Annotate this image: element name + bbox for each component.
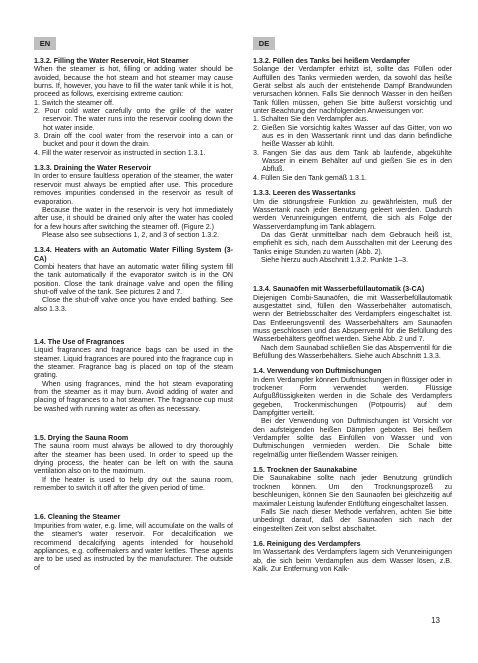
en-heading-1-6: 1.6. Cleaning the Steamer	[34, 513, 121, 522]
en-heading-1-3-2: 1.3.2. Filling the Water Reservoir, Hot Steamer	[34, 57, 189, 65]
en-step: 3. Drain off the cool water from the reservoir into a can or bucket and pour it down the drain.	[34, 132, 233, 149]
language-tab-de: DE	[253, 37, 275, 50]
de-paragraph: Bei der Verwendung von Duftmischungen ist Vorsicht vor den aufsteigenden heißen Dämpfen geboten. Bei heißem Verdampfer sollte das Einfüllen von Wasser und von Duftmischungen vermieden werden. Die Schale bitte regelmäßig unter fließendem Wasser reinigen.	[253, 417, 452, 459]
en-steps-list	[34, 99, 233, 157]
en-paragraph: In order to ensure faultless operation of the steamer, the water reservoir must always be emptied after use. This procedure removes impurities condensed in the reservoir as result of evaporation.	[34, 172, 233, 206]
en-paragraph: Because the water in the reservoir is very hot immediately after use, it should be drained only after the water has cooled for a few hours after switching the steamer off. (Figure 2.)	[34, 205, 233, 231]
de-heading-1-3-2: 1.3.2. Füllen des Tanks bei heißem Verdampfer	[253, 57, 410, 65]
de-heading-1-4: 1.4. Verwendung von Duftmischungen	[253, 367, 382, 376]
english-column	[34, 57, 233, 572]
de-heading-1-5: 1.5. Trocknen der Saunakabine	[253, 466, 358, 475]
de-paragraph: Falls Sie nach dieser Methode verfahren, achten Sie bitte unbedingt darauf, daß der Saunaofen sich nach der eingestellten Zeit von selbst abschaltet.	[253, 507, 452, 533]
de-heading-1-3-3: 1.3.3. Leeren des Wassertanks	[253, 189, 356, 198]
en-paragraph: When using fragrances, mind the hot steam evaporating from the steamer as it may burn. Avoid adding of water and placing of fragrances to a hot steamer. The fragrance cup must be washed with running water as often as necessary.	[34, 379, 233, 413]
de-paragraph: Im Wassertank des Verdampfers lagern sich Verunreinigungen ab, die sich beim Verdampfen aus dem Wasser lösen, z.B. Kalk. Zur Entfernung von Kalk-	[253, 548, 452, 573]
page-number: 13	[431, 616, 440, 625]
de-step: 3. Fangen Sie das aus dem Tank ab laufende, abgekühlte Wasser in einem Behälter auf und gießen Sie es in den Abfluß.	[253, 148, 452, 174]
en-paragraph: Please also see subsections 1, 2, and 3 of section 1.3.2.	[42, 230, 220, 239]
de-steps-list	[253, 115, 452, 182]
en-step: 1. Switch the steamer off.	[34, 98, 114, 107]
de-paragraph: Um die störungsfreie Funktion zu gewährleisten, muß der Wassertank nach jeder Benutzung geleert werden. Dadurch werden Verunreinigungen entfernt, die sich als Folge der Wasserverdampfung im Tank ablagern.	[253, 197, 452, 231]
language-tab-en: EN	[34, 37, 56, 50]
en-step: 2. Pour cold water carefully onto the grille of the water reservoir. The water runs into the reservoir cooling down the hot water inside.	[34, 107, 233, 132]
de-step: 1. Schalten Sie den Verdampfer aus.	[253, 115, 369, 124]
en-heading-1-5: 1.5. Drying the Sauna Room	[34, 434, 129, 443]
de-paragraph: In dem Verdampfer können Duftmischungen in flüssiger oder in trockener Form verwendet werden. Flüssige Aufgußflüssigkeiten werden in die Schale des Verdampfers gegeben, Trockenmischungen (Potpourris) auf dem Dampfgitter verteilt.	[253, 375, 452, 418]
en-heading-1-3-3: 1.3.3. Draining the Water Reservoir	[34, 164, 152, 173]
en-heading-1-3-4: 1.3.4. Heaters with an Automatic Water Filling System (3-CA)	[34, 246, 233, 263]
de-step: 4. Füllen Sie den Tank gemäß 1.3.1.	[253, 173, 367, 182]
de-paragraph: Diejenigen Combi-Saunaöfen, die mit Wasserbefüllautomatik ausgestattet sind, füllen den Wasserbehälter automatisch, wenn der Betriebsschalter des Verdampfers eingeschaltet ist. Das Entleerungsventil des Wasserbehälters am Saunaofen muss geschlossen und das Absperrventil für die Befüllung des Wasserbehälters geöffnet werden. Siehe Abb. 2 und 7.	[253, 293, 452, 344]
en-paragraph: The sauna room must always be allowed to dry thoroughly after the steamer has been used. In order to speed up the drying process, the heater can be left on with the sauna ventilation also on to the maximum.	[34, 442, 233, 476]
german-column	[253, 57, 452, 573]
en-paragraph: Liquid fragrances and fragrance bags can be used in the steamer. Liquid fragrances are poured into the fragrance cup in the steamer. Fragrance bag is placed on top of the steam grating.	[34, 346, 233, 380]
de-heading-1-6: 1.6. Reinigung des Verdampfers	[253, 539, 361, 548]
de-heading-1-3-4: 1.3.4. Saunaöfen mit Wasserbefüllautomatik (3-CA)	[253, 285, 425, 294]
de-paragraph: Die Saunakabine sollte nach jeder Benutzung gründlich trocknen können. Um den Trocknungsprozeß zu beschleunigen, können Sie den Saunaofen bei gleichzeitig auf maximaler Leistung laufender Entlüftung eingeschaltet lassen.	[253, 474, 452, 508]
en-step: 4. Fill the water reservoir as instructed in section 1.3.1.	[34, 148, 206, 157]
en-paragraph: If the heater is used to help dry out the sauna room, remember to switch it off after the given period of time.	[34, 475, 233, 493]
de-paragraph: Solange der Verdampfer erhitzt ist, sollte das Füllen oder Auffüllen des Tanks vermieden werden, da sowohl das heiße Gerät selbst als auch der entstehende Dampf Brandwunden verursachen können. Falls Sie dennoch Wasser in den heißen Tank füllen müssen, gehen Sie bitte äußerst vorsichtig und unter Beachtung der nachfolgenden Anweisungen vor:	[253, 65, 452, 116]
de-paragraph: Nach dem Saunabad schließen Sie das Absperrventil für die Befüllung des Wasserbehälters. Siehe auch Abschnitt 1.3.3.	[253, 343, 452, 360]
de-paragraph: Da das Gerät unmittelbar nach dem Gebrauch heiß ist, empfiehlt es sich, nach dem Ausschalten mit der Leerung des Tanks einige Stunden zu warten (Abb. 2).	[253, 230, 452, 256]
en-paragraph: Impurities from water, e.g. lime, will accumulate on the walls of the steamer's water reservoir. For decalcification we recommend decalcifying agents intended for household appliances, e.g. coffeemakers and water kettles. These agents are to be used as instructed by the manufacturer. The outside of	[34, 521, 233, 572]
en-paragraph: Combi heaters that have an automatic water filling system fill the tank automatically if the evaporator switch is in the ON position. Close the tank drainage valve and open the filling shut-off valve of the tank. See pictures 2 and 7.	[34, 262, 233, 296]
de-paragraph: Siehe hierzu auch Abschnitt 1.3.2. Punkte 1–3.	[261, 255, 409, 264]
en-paragraph: Close the shut-off valve once you have ended bathing. See also 1.3.3.	[34, 296, 233, 313]
de-step: 2. Gießen Sie vorsichtig kaltes Wasser auf das Gitter, von wo aus es in den Wassertank rinnt und das darin befindliche heiße Wasser ab kühlt.	[253, 123, 452, 149]
en-heading-1-4: 1.4. The Use of Fragrances	[34, 337, 125, 346]
en-paragraph: When the steamer is hot, filling or adding water should be avoided, because the hot steam and hot steamer may cause burns. If, however, you have to fill the water tank while it is hot, proceed as follows, exercising extreme caution:	[34, 65, 233, 99]
